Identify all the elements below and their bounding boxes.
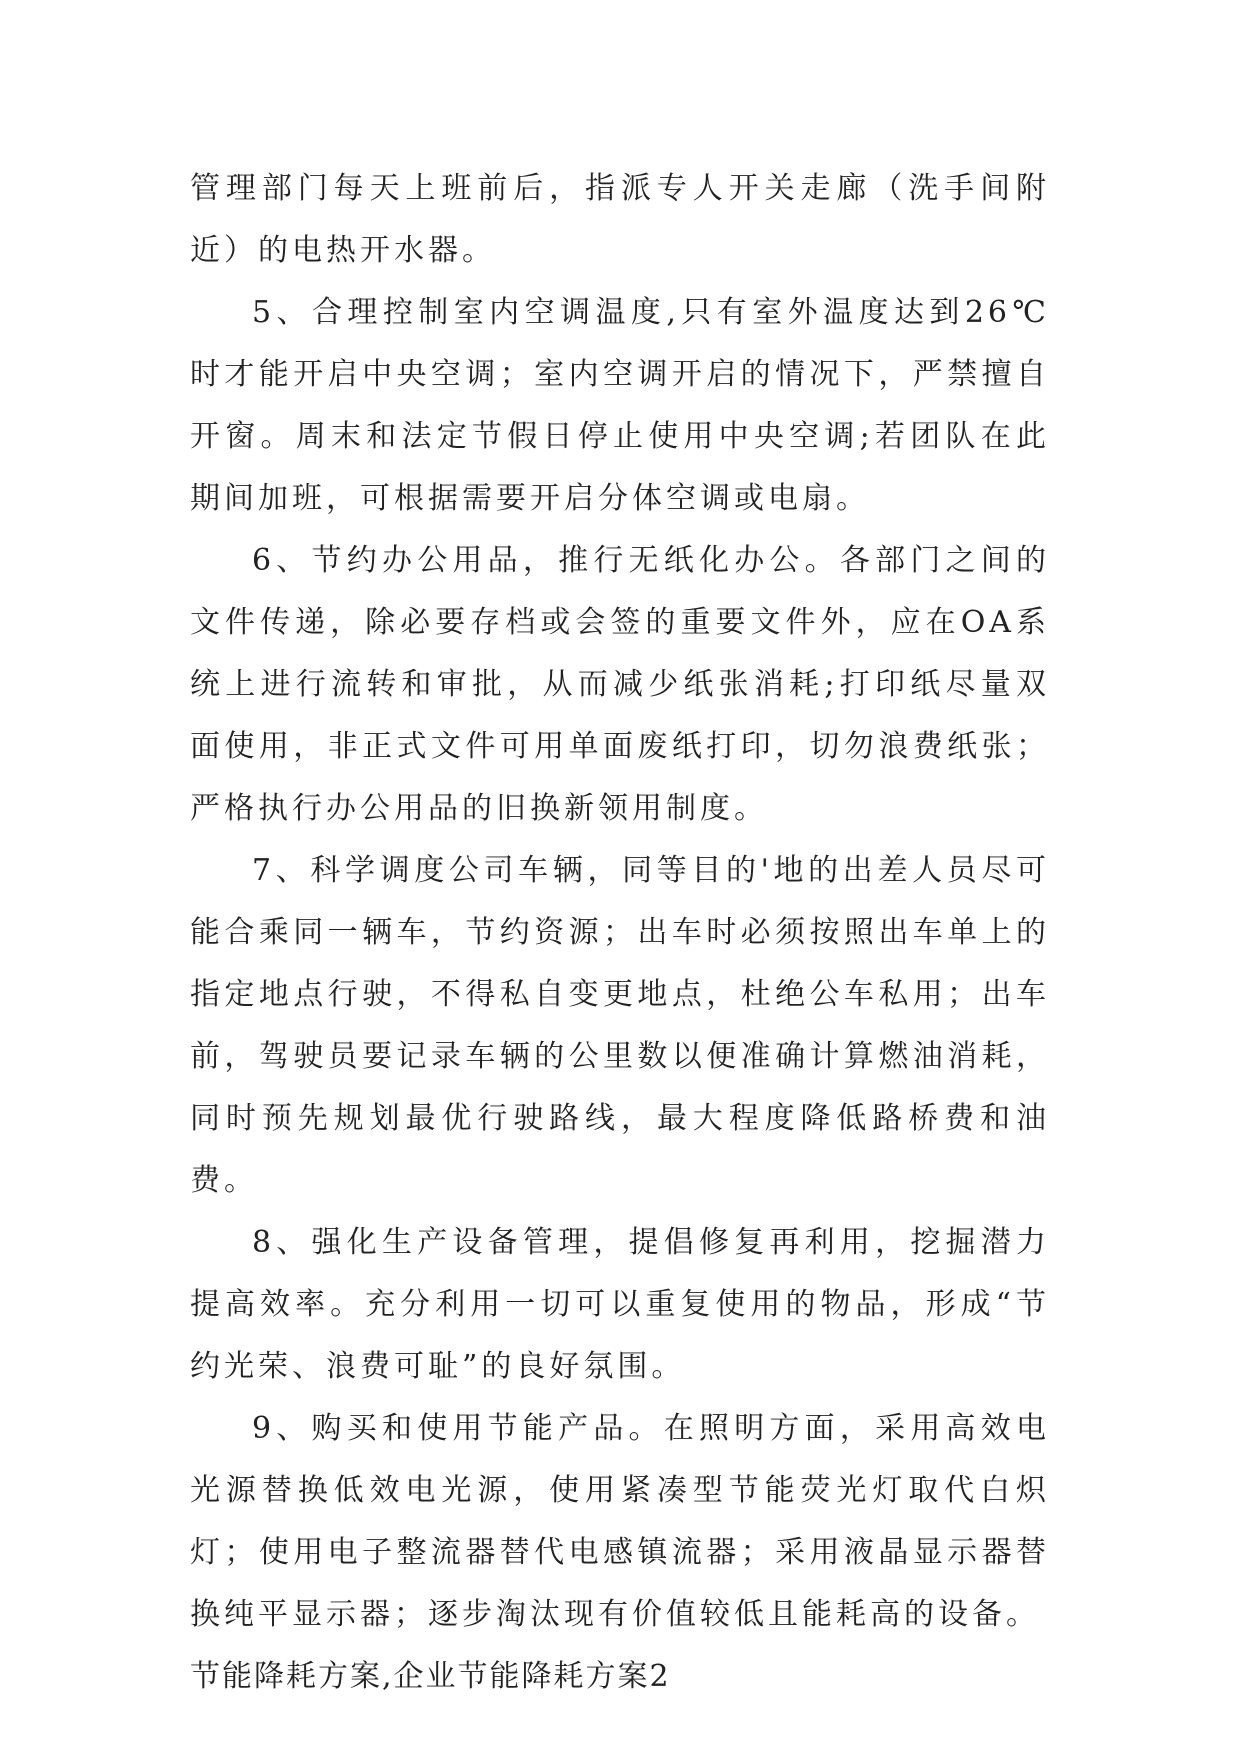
document-body (190, 158, 1050, 1708)
paragraph-continuation: 管理部门每天上班前后，指派专人开关走廊（洗手间附近）的电热开水器。 (190, 171, 1050, 268)
paragraph-item-5: 5、合理控制室内空调温度,只有室外温度达到26℃时才能开启中央空调；室内空调开启的情况下，严禁擅自开窗。周末和法定节假日停止使用中央空调;若团队在此期间加班，可根据需要开启分体空调或电扇。 (190, 295, 1050, 516)
section-heading: 节能降耗方案,企业节能降耗方案2 (190, 1659, 671, 1694)
paragraph-item-9: 9、购买和使用节能产品。在照明方面，采用高效电光源替换低效电光源，使用紧凑型节能荧光灯取代白炽灯；使用电子整流器替代电感镇流器；采用液晶显示器替换纯平显示器；逐步淘汰现有价值较低且能耗高的设备。 (190, 1411, 1050, 1632)
paragraph-item-6: 6、节约办公用品，推行无纸化办公。各部门之间的文件传递，除必要存档或会签的重要文件外，应在OA系统上进行流转和审批，从而减少纸张消耗;打印纸尽量双面使用，非正式文件可用单面废纸打印，切勿浪费纸张；严格执行办公用品的旧换新领用制度。 (190, 543, 1050, 826)
paragraph-item-8: 8、强化生产设备管理，提倡修复再利用，挖掘潜力提高效率。充分利用一切可以重复使用的物品，形成“节约光荣、浪费可耻”的良好氛围。 (190, 1225, 1050, 1384)
paragraph-item-7: 7、科学调度公司车辆，同等目的'地的出差人员尽可能合乘同一辆车，节约资源；出车时必须按照出车单上的指定地点行驶，不得私自变更地点，杜绝公车私用；出车前，驾驶员要记录车辆的公里数以便准确计算燃油消耗，同时预先规划最优行驶路线，最大程度降低路桥费和油费。 (190, 853, 1050, 1198)
